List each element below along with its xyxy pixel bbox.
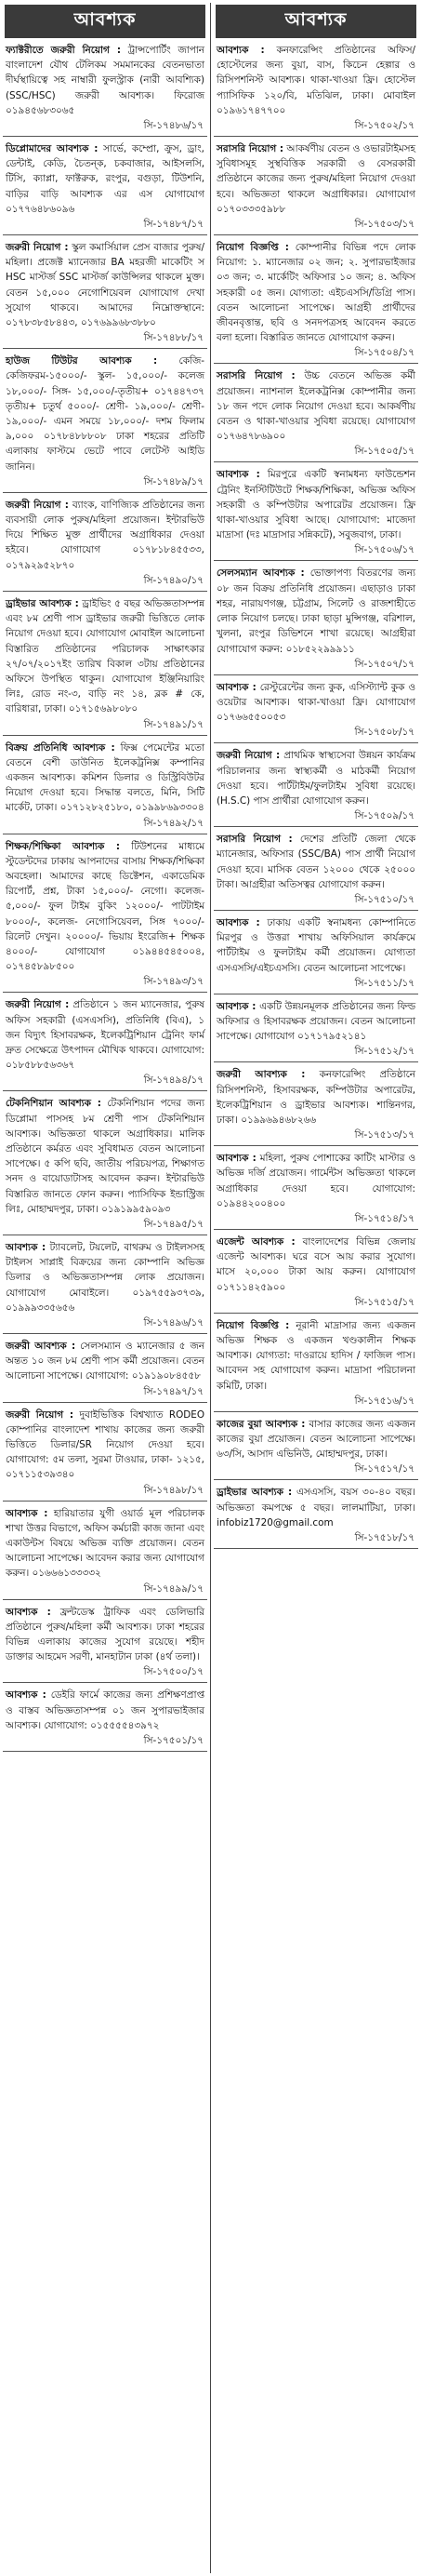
ad-reference-code: সি-১৭৪৮৮/১৭ (3, 330, 207, 349)
ad-text (214, 831, 418, 892)
classified-ad (214, 42, 418, 137)
ad-headline: আবশ্যক : (217, 681, 257, 693)
ad-text (214, 239, 418, 345)
classified-ad (3, 996, 207, 1091)
section-header-left: আবশ্যক (5, 5, 205, 38)
ad-headline: জরুরী নিয়োগ : (6, 499, 69, 511)
ad-text (214, 1066, 418, 1128)
ad-reference-code: সি-১৭৪৯৪/১৭ (3, 1073, 207, 1091)
ad-reference-code: সি-১৭৫০৪/১৭ (214, 345, 418, 364)
ad-body: ব্যাংক, বাণিজ্যিক প্রতিষ্ঠানের জন্য ব্যবসায়ী লোক পুরুষ/মহিলা প্রয়োজন। ইন্টারভিউ দিয়ে শিক্ষিত মুক্ত প্রার্থীদের অগ্রাধিকার দেওয়া হইবে। যোগাযোগ ০১৭৮১৮৪৫৫৩৩, ০১৭৯২৯৫২৮৭০ (6, 499, 205, 571)
ad-text (214, 747, 418, 808)
right-column (214, 3, 418, 2573)
ad-text (3, 740, 207, 816)
ad-reference-code: সি-১৭৫০০/১৭ (3, 1664, 207, 1683)
ad-body: ফিক্স পেমেন্টের মতো বেতনে বেশী ডাউনিত ইলেকট্রনিক্স কম্পানির একজন আবশ্যক। কমিশন ডিলার ও ডিস্ট্রিবিউটর নিয়োগ দেওয়া হবে। সিদ্ধান্ত বলতে, মিনি, সিটি মার্কেট, ঢাকা। ০১৭১২৮২৫১৮০, ০১৯৯৮৬৯৩৩০৪ (6, 741, 204, 814)
ad-reference-code: সি-১৭৫০৫/১৭ (214, 444, 418, 462)
ad-headline: জরুরী নিয়োগ : (6, 1408, 74, 1421)
ad-text (214, 1234, 418, 1295)
ad-headline: বিক্রয় প্রতিনিধি আবশ্যক : (6, 741, 115, 754)
ad-headline: নিয়োগ বিজ্ঞপ্তি : (217, 242, 289, 254)
classified-page (3, 3, 418, 2573)
ad-text (214, 565, 418, 656)
ad-reference-code: সি-১৭৫১৫/১৭ (214, 1295, 418, 1314)
ad-headline: আবশ্যক : (6, 1507, 48, 1519)
ad-body: দেশের প্রতিটি জেলা থেকে ম্যানেজার, অফিসার (SSC/BA) পাস প্রার্থী নিয়োগ দেওয়া হবে। মাসিক বেতন ১২০০০ থেকে ২৫০০০ টাকা। আগ্রহীরা অতিসত্বর যোগাযোগ করুন। (217, 834, 415, 890)
ad-reference-code: সি-১৭৪৯৬/১৭ (3, 1315, 207, 1334)
ad-body: টেকনিশিয়ান পদের জন্য ডিপ্লোমা পাসসহ ৮ম শ্রেণী পাস টেকনিশিয়ান আবশ্যক। অভিজ্ঞতা থাকলে অগ্রাধিকার। মালিক প্রতিষ্ঠানে কর্মরত এবং সুবিধামত বেতন আলোচনা সাপেক্ষে। ৫ কপি ছবি, জাতীয় পরিচয়পত্র, শিক্ষাগত সনদ ও বায়োডাটাসহ আবেদন করুন। ইন্টারভিউ বিস্তারিত জানতে ফোন করুন। প্যাসিফিক ইন্ডাস্ট্রিজ লিঃ, মোহাম্মদপুর, ঢাকা। ০১৯১৯৯৫৯০৯৩ (6, 1098, 204, 1215)
ad-body: হারিয়াতার যুগী ওয়ার্ড মূল পরিচালক শাখা উত্তর বিভাগে, অফিস কর্মচারী কাজ জানা এবং একাউন্টস বিষয়ে অভিজ্ঞ ব্যক্তি প্রয়োজন। বেতন আলোচনা সাপেক্ষে। আবেদন করার জন্য যোগাযোগ করুন। ০১৬৬৬১৩৩৩৩২ (6, 1507, 204, 1580)
ad-headline: সরাসরি নিয়োগ : (217, 370, 296, 382)
ad-headline: এজেন্ট আবশ্যক : (217, 1235, 296, 1248)
ad-text (214, 1416, 418, 1462)
ad-body: একটি উন্নয়নমূলক প্রতিষ্ঠানের জন্য ফিল্ড অফিসার ও হিসাবরক্ষক প্রয়োজন। বেতন আলোচনা সাপেক্ষে। যোগাযোগ ০১৭১৭৯৫২১৪১ (217, 1000, 415, 1043)
ad-body: টিউশনের মাধ্যমে স্টুডেন্টদের ঢাকায় আপনাদের বাসায় শিক্ষক/শিক্ষিকা অবহেলা। আমাদের কাছে ডিক্টেশন, একাডেমিক রিপোর্ট, প্রশ্ন, টাকা ১৫,০০০/- নেগো। কলেজ- ৫,০০০/- ফুল টাইম বুকিং ১২০০০/- পাটটাইম ৮০০০/-, কলেজ- নেগোসিয়েবল, সিঙ্গ ৭০০০/- রিলেট দেখুন। ২০০০০/- ভিয়ায় ইংরেজি+ শিক্ষক ৪০০০/- যোগাযোগ ০১৯৪৪৫৪৫০০৪, ০১৭৪৫৮৯৮৫০০ (6, 840, 204, 973)
ad-body: সেলসম্যান ও ম্যানেজার ৫ জন অন্তত ১০ জন ৮ম শ্রেণী পাস কর্মী প্রয়োজন। বেতন আলোচনা সাপেক্ষে। যোগাযোগ: ০১৯১৯০৮৪৫৫৮ (6, 1341, 205, 1382)
ad-headline: ড্রাইভার আবশ্যক : (6, 597, 79, 609)
ad-text (214, 1150, 418, 1211)
ad-reference-code: সি-১৭৫১৮/১৭ (214, 1530, 418, 1549)
ad-reference-code: সি-১৭৪৮৯/১৭ (3, 474, 207, 493)
classified-ad (3, 595, 207, 736)
ad-text (3, 1505, 207, 1582)
classified-ad (214, 1234, 418, 1314)
classified-ad (214, 565, 418, 674)
ad-body: ট্যাবলেট, টয়লেট, বাথরুম ও টাইলসসহ টাইলস সাপ্লাই বিক্রয়ের জন্য কোম্পানি অভিজ্ঞ ডিলার ও অভিজ্ঞতাসম্পন্ন লোক প্রয়োজন। যোগাযোগ মোবাইলে। ০১৯৭৫৫৯৩৭৩৯, ০১৯৯৯৩৩৫৬৫৬ (6, 1242, 204, 1314)
classified-ad (214, 998, 418, 1063)
ad-headline: আবশ্যক : (6, 1242, 46, 1253)
ad-headline: শিক্ষক/শিক্ষিকা আবশ্যক : (6, 840, 120, 852)
classified-ad (3, 353, 207, 493)
classified-ad (214, 239, 418, 364)
ad-body: উচ্চ বেতনে অভিজ্ঞ কর্মী প্রয়োজন। ন্যাশনাল ইলেকট্রনিক্স কোম্পানীর জন্য ১৮ জন পদে লোক নিয়োগ দেওয়া হবে। আকর্ষণীয় বেতন ও থাকা-খাওয়ার সুবিধা রয়েছে। যোগাযোগ ০১৭৬৪৭৮৬৯০০ (217, 370, 415, 443)
ad-headline: জরুরী আবশ্যক : (6, 1341, 76, 1353)
ad-reference-code: সি-১৭৪৯২/১৭ (3, 816, 207, 834)
ad-text (3, 1604, 207, 1665)
ad-text (3, 1095, 207, 1217)
classified-ad (214, 466, 418, 561)
ad-headline: ড্রাইভার আবশ্যক : (217, 1487, 293, 1499)
classified-ad (214, 679, 418, 744)
ad-body: রেস্টুরেন্টের জন্য কুক, এসিস্ট্যান্ট কুক ও ওয়েটার আবশ্যক। থাকা-খাওয়া ফ্রি। যোগাযোগ ০১৭৬৬৫৫০০৫৩ (217, 681, 415, 724)
ad-headline: আবশ্যক : (6, 1606, 51, 1618)
ad-reference-code: সি-১৭৫০৭/১৭ (214, 657, 418, 675)
ad-reference-code: সি-১৭৫১০/১৭ (214, 892, 418, 911)
ad-reference-code: সি-১৭৫১১/১৭ (214, 976, 418, 994)
classified-ad (214, 914, 418, 994)
ad-text (3, 595, 207, 717)
ad-body: সার্ভে, কম্প্রো, ক্রুস, ড্রাং, ডেন্টাই, কেডি, চৈতন্ক, চকবাজার, আইসলসি, টিসি, ক্যাপ্লা, ফাক্টরুক, রংপুর, বগুড়া, টিউশনি, বাড়ির বাড়ি আবশ্যক এর এস যোগাযোগ ০১৭৭৬৪৮৬০৯৬ (6, 143, 204, 215)
ad-headline: আবশ্যক : (217, 1153, 257, 1165)
ad-headline: আবশ্যক : (217, 45, 265, 56)
ad-reference-code: সি-১৭৫০৮/১৭ (214, 725, 418, 743)
ad-headline: কাজের বুয়া আবশ্যক : (217, 1418, 306, 1430)
classified-ad (214, 747, 418, 827)
classified-ad (3, 1239, 207, 1334)
ad-body: দুবাইভিত্তিক বিশ্বখ্যাত RODEO কোম্পানির বাংলাদেশ শাখায় কাজের জন্য জরুরী ভিত্তিতে ডিলার/SR নিয়োগ দেওয়া হবে। যোগাযোগ: ৫ম তলা, সুরমা টাওয়ার, ঢাকা- ১২১৫, ০১৭১১৫৩৯৩৪০ (6, 1408, 204, 1481)
ad-text (214, 998, 418, 1045)
ad-text (214, 1484, 418, 1530)
ad-text (3, 140, 207, 217)
ad-text (3, 239, 207, 330)
ad-reference-code: সি-১৭৫০৬/১৭ (214, 542, 418, 561)
classified-ad (214, 1317, 418, 1412)
classified-ad (3, 838, 207, 994)
ad-text (214, 914, 418, 976)
ad-body: ফ্রন্টডেস্ক ট্রাফিক এবং ডেলিভারি প্রতিষ্ঠানে পুরুষ/মহিলা কর্মী আবশ্যক। ঢাকা শহরের বিভিন্ন এলাকায় কাজের সুযোগ রয়েছে। শহীদ ডাক্তার আহমেদ সরণী, মানহাটান ঢাকা (৪র্থ তলা)। (6, 1606, 204, 1663)
ad-text (214, 42, 418, 118)
ad-body: ড্রাইভিং ৫ বছর অভিজ্ঞতাসম্পন্ন এবং ৮ম শ্রেণী পাস ড্রাইভার জরুরী ভিত্তিতে লোক নিয়োগ দেওয়া হবে। যোগাযোগ মোবাইল আলোচনা বিস্তারিত প্রতিষ্ঠানের পরিচালক সাক্ষাৎকার ২৭/০৭/২০১৭ইং তারিখ বিকাল ৩টায় প্রতিষ্ঠানের অফিসে উপস্থিত থাকুন। যোগাযোগ ইঞ্জিনিয়ারিং লিঃ, রোড নং-৩, বাড়ি নং ১৪, ব্লক # কে, বারিধারা, ঢাকা। ০১৭১৫৬৯৮০৮০ (6, 597, 205, 715)
classified-ad (214, 1066, 418, 1146)
ad-text (3, 838, 207, 975)
ad-body: প্রাথমিক স্বাস্থ্যসেবা উন্নয়ন কার্যক্রম পরিচালনার জন্য স্বাস্থ্যকর্মী ও মাঠকর্মী নিয়োগ দেওয়া হবে। পার্টটাইম/ফুলটাইম সুবিধা রয়েছে। (H.S.C) পাস প্রার্থীরা যোগাযোগ করুন। (217, 750, 416, 807)
ad-reference-code: সি-১৭৫১২/১৭ (214, 1044, 418, 1062)
ad-text (3, 1338, 207, 1384)
classified-ad (3, 497, 207, 592)
ad-reference-code: সি-১৭৫০৩/১৭ (214, 217, 418, 235)
left-ads-list (3, 42, 207, 1752)
ad-text (214, 367, 418, 444)
ad-headline: হাউজ টিউটর আবশ্যক : (6, 355, 158, 367)
column-divider (210, 3, 211, 2573)
classified-ad (214, 831, 418, 911)
ad-body: বাসার কাজের জন্য একজন কাজের বুয়া প্রয়োজন। বেতন আলোচনা সাপেক্ষে। ৬৩/সি, আসাদ এভিনিউ, মোহাম্মদপুর, ঢাকা। (217, 1418, 415, 1461)
ad-headline: নিয়োগ বিজ্ঞপ্তি : (217, 1319, 290, 1331)
classified-ad (3, 1687, 207, 1752)
classified-ad (214, 140, 418, 235)
ad-reference-code: সি-১৭৪৯০/১৭ (3, 573, 207, 592)
classified-ad (3, 1095, 207, 1235)
ad-body: কেজি- কেজিফরম-১৫০০০/- স্কুল- ১৫,০০০/- কলেজ ১৮,০০০/- সিঙ্গ- ১৫,০০০/-তৃতীয়+ ০১৭৪৪৭৩৭ তৃতীয়+ চতুর্থ ৫০০০/- শ্রেণী- ১৯,০০০/- শ্রেণী- ১৯,০০০/- এমন সময়ে ১৮,০০০/- দশম ফিলাম ৯,০০০ ০১৭৮৪৮৮৮০৮ ঢাকা শহরের প্রতিটি এলাকায় ফাস্টমে ভেটে পাবে লেটেস্ট আইডি জানিন। (6, 355, 204, 473)
ad-reference-code: সি-১৭৪৮৬/১৭ (3, 118, 207, 137)
ad-body: কনফারেন্সিং প্রতিষ্ঠানে রিসিপশনিস্ট, হিসাবরক্ষক, কম্পিউটার অপারেটর, ইলেকট্রিশিয়ান ও ড্রাইভার আবশ্যক। শান্তিনগর, ঢাকা। ০১৯৯৬৯৪৬৮২৬৬ (217, 1069, 416, 1126)
ad-reference-code: সি-১৭৫১৬/১৭ (214, 1394, 418, 1412)
classified-ad (214, 1484, 418, 1549)
ad-text (214, 140, 418, 217)
ad-text (3, 353, 207, 474)
ad-headline: জরুরী আবশ্যক : (217, 1069, 306, 1081)
classified-ad (3, 1604, 207, 1684)
ad-headline: জরুরী নিয়োগ : (6, 999, 70, 1011)
ad-body: এসএসসি, বয়স ৩০-৪০ বছর। অভিজ্ঞতা কমপক্ষে ৫ বছর। লালমাটিয়া, ঢাকা। infobiz1720@gmail.com (217, 1487, 416, 1528)
ad-reference-code: সি-১৭৫১৩/১৭ (214, 1128, 418, 1146)
classified-ad (3, 140, 207, 235)
classified-ad (214, 1150, 418, 1230)
classified-ad (3, 42, 207, 137)
classified-ad (3, 1505, 207, 1600)
ad-reference-code: সি-১৭৫০১/১৭ (3, 1733, 207, 1752)
ad-body: বাংলাদেশের বিভিন্ন জেলায় এজেন্ট আবশ্যক। ঘরে বসে আয় করার সুযোগ। মাসে ২০,০০০ টাকা আয় করুন। যোগাযোগ ০১৭১১৪২৫৯০০ (217, 1235, 415, 1293)
ad-body: ভোক্তাপণ্য বিতরণের জন্য ০৮ জন বিক্রয় প্রতিনিধি প্রয়োজন। এছাড়াও ঢাকা শহর, নারায়ণগঞ্জ, চট্টগ্রাম, সিলেট ও রাজশাহীতে লোক নিয়োগ চলছে। ঢাকা ছাড়া মুন্সিগঞ্জ, বরিশাল, খুলনা, রংপুর ডিভিশনে শাখা রয়েছে। আগ্রহীরা যোগাযোগ করুন: ০১৮৫২২৯৯৯১১ (217, 567, 415, 655)
ad-headline: সেলসম্যান আবশ্যক : (217, 567, 305, 580)
ad-headline: আবশ্যক : (6, 1689, 46, 1702)
ad-body: প্রতিষ্ঠানে ১ জন ম্যানেজার, পুরুষ অফিস সহকারী (এসএসসি), প্রতিনিধি (বিএ), ১ জন বিদ্যুৎ হিসাবরক্ষক, ইলেকট্রিশিয়ান ট্রেনিং ফার্ম দ্রুত সেক্ষেত্রে উৎপাদন মৌখিক থাকবে। যোগাযোগ: ০১৮৫৮৮৫৬৩৬৭ (6, 999, 204, 1072)
left-column (3, 3, 207, 2573)
ad-text (214, 466, 418, 542)
ad-reference-code: সি-১৭৫১৭/১৭ (214, 1462, 418, 1480)
ad-text (214, 679, 418, 726)
ad-body: স্কুল কমার্সিয়াল প্রেস বাজার পুরুষ/মহিলা। প্রজেক্ট ম্যানেজার BA মহরজী মাকেটিং স HSC মাস্টর্জ SSC মাস্টর্জ কাউন্সিলর থাকলে মুক্ত। বেতন ১৫,০০০ নেগোশিয়েবল যোগাযোগ দেখা সুযোগ থাকবে। আমাদের নিম্নোক্তস্থানে: ০১৭৮৩৮৫৮৪৪৩, ০১৭৬৯৯৬৮৩৮৮০ (6, 242, 205, 329)
ad-text (3, 1239, 207, 1315)
ad-reference-code: সি-১৭৫০৯/১৭ (214, 808, 418, 827)
ad-text (214, 1317, 418, 1394)
classified-ad (3, 1407, 207, 1502)
ad-body: ডেইরি ফার্মে কাজের জন্য প্রশিক্ষণপ্রাপ্ত ও বাস্তব অভিজ্ঞতাসম্পন্ন ০১ জন সুপারভাইজার আবশ্যক। যোগাযোগ: ০১৫৫৫৫৪৩৯৭২ (6, 1689, 204, 1731)
classified-ad (214, 1416, 418, 1481)
ad-reference-code: সি-১৭৪৮৭/১৭ (3, 217, 207, 235)
ad-body: ঢাকায় একটি স্বনামধন্য কোম্পানিতে মিরপুর ও উত্তরা শাখায় অফিসিয়াল কার্যক্রমে পার্টটাইম ও ফুলটাইম কর্মী প্রয়োজন। যোগ্যতা এসএসসি/এইচএসসি। বেতন আলোচনা সাপেক্ষে। (217, 916, 416, 974)
ad-body: ট্রান্সপোর্টিং জাপান বাংলাদেশ যৌথ টেলিকম সমমানকের বেতনভাতা দীর্ঘস্থায়িত্বে সহ নাম্বারী ফুলস্ট্রাক (নারী আবশ্যিক) (SSC/HSC) জরুরী আবশ্যক। ফিরোজ ০১৯৪৫৬৮৩০৬৫ (6, 45, 204, 116)
ad-reference-code: সি-১৭৫১৪/১৭ (214, 1211, 418, 1230)
ad-headline: আবশ্যক : (217, 1000, 257, 1012)
ad-body: কোম্পানীর বিভিন্ন পদে লোক নিয়োগ: ১. ম্যানেজার ০২ জন; ২. সুপারভাইজার ০৩ জন; ৩. মার্কেটিং অফিসার ১০ জন; ৪. অফিস সহকারী ০৫ জন। যোগ্যতা: এইচএসসি/ডিগ্রি পাস। বেতন আলোচনা সাপেক্ষে। আগ্রহী প্রার্থীদের জীবনবৃত্তান্ত, ছবি ও সনদপত্রসহ আবেদন করতে বলা হলো। বিস্তারিত জানতে যোগাযোগ করুন। (217, 242, 415, 344)
section-header-right: আবশ্যক (216, 5, 416, 38)
ad-reference-code: সি-১৭৪৯১/১৭ (3, 717, 207, 736)
ad-text (3, 1407, 207, 1483)
ad-reference-code: সি-১৭৪৯৮/১৭ (3, 1483, 207, 1502)
right-ads-list (214, 42, 418, 1549)
ad-headline: ফ্যাক্টরীতে জরুরী নিয়োগ : (6, 45, 122, 56)
ad-headline: সরাসরি নিয়োগ : (217, 143, 283, 155)
ad-headline: জরুরী নিয়োগ : (6, 242, 69, 254)
ad-body: আকর্ষণীয় বেতন ও ওভারটাইমসহ সুবিধাসমূহ সুস্থবিত্তিক সরকারী ও বেসরকারী প্রতিষ্ঠানে কাজের জন্য পুরুষ/মহিলা নিয়োগ দেওয়া হবে। অভিজ্ঞতা থাকলে অগ্রাধিকার। যোগাযোগ ০১৭০৩৩৩৫৯৮৮ (217, 143, 415, 215)
ad-body: মহিলা, পুরুষ পোশাকের কাটিং মাস্টার ও অভিজ্ঞ দর্জি প্রয়োজন। গার্মেন্টস অভিজ্ঞতা থাকলে অগ্রাধিকার দেওয়া হবে। যোগাযোগ: ০১৯৪৪২০০৪০০ (217, 1153, 415, 1209)
ad-body: মিরপুরে একটি স্বনামধন্য ফাউন্ডেশন ট্রেনিং ইনস্টিটিউটে শিক্ষক/শিক্ষিকা, অভিজ্ঞ অফিস সহকারী ও কম্পিউটার অপারেটর প্রয়োজন। ফ্রি থাকা-খাওয়ার সুবিধা আছে। যোগাযোগ: মাজেদা মাদ্রাসা (দঃ মাদ্রাসার সন্নিকটে), সবুজবাগ, ঢাকা। (217, 469, 415, 541)
ad-reference-code: সি-১৭৪৯৩/১৭ (3, 974, 207, 993)
classified-ad (214, 367, 418, 462)
ad-reference-code: সি-১৭৫০২/১৭ (214, 118, 418, 137)
ad-headline: আবশ্যক : (217, 916, 260, 928)
classified-ad (3, 740, 207, 834)
ad-text (3, 42, 207, 118)
ad-headline: ডিপ্লোমাদের আবশ্যক : (6, 143, 99, 155)
ad-headline: আবশ্যক : (217, 469, 260, 481)
ad-text (3, 1687, 207, 1733)
ad-body: কনফারেন্সিং প্রতিষ্ঠানের অফিস/ হোস্টেলের জন্য বুয়া, বাস, কিচেন হেল্পার ও রিসিপশনিস্ট আবশ্যক। থাকা-খাওয়া ফ্রি। হোস্টেল প্যাসিফিক ১২০/বি, মতিঝিল, ঢাকা। মোবাইল ০১৯৬১৭৪৭৭০০ (217, 45, 416, 116)
ad-reference-code: সি-১৭৪৯৫/১৭ (3, 1217, 207, 1235)
classified-ad (3, 1338, 207, 1403)
ad-body: নূরানী মাদ্রাসার জন্য একজন অভিজ্ঞ শিক্ষক ও একজন খণ্ডকালীন শিক্ষক আবশ্যক। যোগ্যতা: দাওরায়ে হাদিস / ফাজিল পাস। আবেদন সহ যোগাযোগ করুন। মাদ্রাসা পরিচালনা কমিটি, ঢাকা। (217, 1319, 415, 1392)
ad-reference-code: সি-১৭৪৯৯/১৭ (3, 1582, 207, 1600)
ad-headline: টেকনিশিয়ান আবশ্যক : (6, 1098, 101, 1110)
ad-reference-code: সি-১৭৪৯৭/১৭ (3, 1384, 207, 1403)
ad-text (3, 996, 207, 1073)
ad-text (3, 497, 207, 573)
classified-ad (3, 239, 207, 349)
ad-headline: জরুরী নিয়োগ : (217, 750, 281, 762)
ad-headline: সরাসরি নিয়োগ : (217, 834, 293, 846)
